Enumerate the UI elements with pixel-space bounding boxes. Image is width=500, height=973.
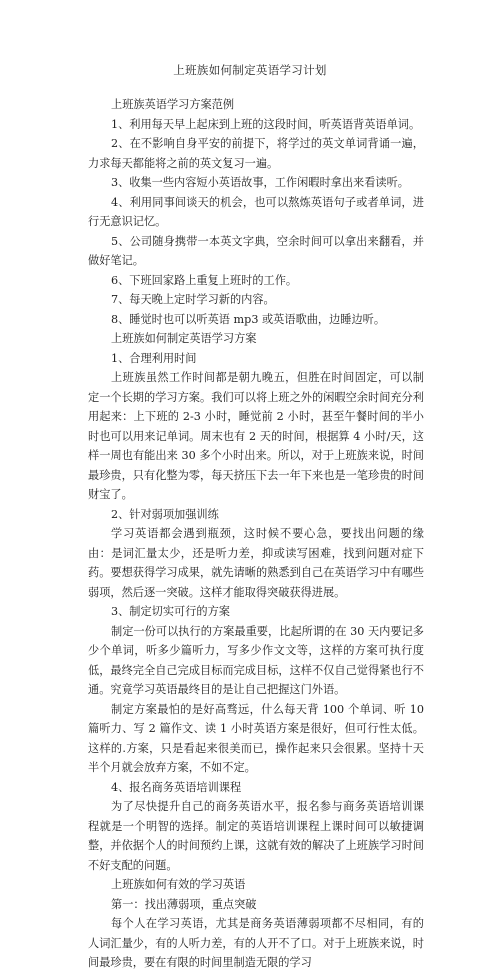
subsection-heading: 4、报名商务英语培训课程 <box>111 780 242 794</box>
subsection-heading: 第一：找出薄弱项，重点突破 <box>111 897 257 911</box>
body-paragraph: 制定一份可以执行的方案最重要，比起所谓的在 30 天内要记多少个单词，听多少篇听力，写多少作文文等，这样的方案可执行度低，最终完全自己完成目标而完成目标，这样不仅自己觉得紧也行不通。究竟学习英语最终目的是让自己把握这门外语。 <box>88 624 424 696</box>
subsection-heading: 2、针对弱项加强训练 <box>111 507 219 521</box>
section-heading: 上班族英语学习方案范例 <box>111 98 235 111</box>
section-heading: 上班族如何制定英语学习方案 <box>111 332 257 345</box>
body-paragraph: 每个人在学习英语，尤其是商务英语薄弱项都不尽相同，有的人词汇量少，有的人听力差，有的人开不了口。对于上班族来说，时间最珍贵，要在有限的时间里制造无限的学习 <box>88 917 424 969</box>
subsection-heading: 1、合理利用时间 <box>111 351 197 365</box>
list-item: 8、睡觉时也可以听英语 mp3 或英语歌曲，边睡边听。 <box>111 312 386 326</box>
body-paragraph: 学习英语都会遇到瓶颈，这时候不要心急，要找出问题的缘由：是词汇量太少，还是听力差，抑或读写困难，找到问题对症下药。要想获得学习成果，就先请晰的熟悉到自己在英语学习中有哪些弱项，然后逐一突破。这样才能取得突破获得进展。 <box>88 527 424 599</box>
document-body <box>88 95 424 973</box>
list-item: 2、在不影响自身平安的前提下，将学过的英文单词背诵一遍，力求每天都能将之前的英文复习一遍。 <box>88 137 424 170</box>
body-paragraph: 制定方案最怕的是好高骛远，什么每天背 100 个单词、听 10 篇听力、写 2 篇作文、读 1 小时英语方案是很好，但可行性太低。这样的.方案，只是看起来很美而已，操作起来只会很累。坚持十天半个月就会放弃方案，不如不定。 <box>88 702 424 774</box>
list-item: 3、收集一些内容短小英语故事，工作闲暇时拿出来看读听。 <box>111 176 409 189</box>
section-heading: 上班族如何有效的学习英语 <box>111 878 246 891</box>
list-item: 5、公司随身携带一本英文字典，空余时间可以拿出来翻看，并做好笔记。 <box>88 234 424 267</box>
list-item: 4、利用同事间谈天的机会，也可以熬炼英语句子或者单词，进行无意识记忆。 <box>88 195 424 228</box>
list-item: 6、下班回家路上重复上班时的工作。 <box>111 273 298 287</box>
list-item: 1、利用每天早上起床到上班的这段时间，听英语背英语单词。 <box>111 117 421 131</box>
document-title: 上班族如何制定英语学习计划 <box>173 63 327 77</box>
list-item: 7、每天晚上定时学习新的内容。 <box>111 293 275 306</box>
body-paragraph: 上班族虽然工作时间都是朝九晚五，但胜在时间固定，可以制定一个长期的学习方案。我们可以将上班之外的闲暇空余时间充分利用起来：上下班的 2-3 小时，睡觉前 2 小时，甚至午餐时间的半小时也可以用来记单词。周末也有 2 天的时间，根据算 4 小时/天，这样一周也有能出来 30 多个小时出来。所以，对于上班族来说，时间最珍贵，只有化整为零，每天挤压下去一年下来也是一笔珍贵的时间财宝了。 <box>88 371 424 501</box>
body-paragraph: 为了尽快提升自己的商务英语水平，报名参与商务英语培训课程就是一个明智的选择。制定的英语培训课程上课时间可以敏捷调整，并依据个人的时间预约上课，这就有效的解决了上班族学习时间不好支配的问题。 <box>88 800 424 872</box>
subsection-heading: 3、制定切实可行的方案 <box>111 605 230 618</box>
